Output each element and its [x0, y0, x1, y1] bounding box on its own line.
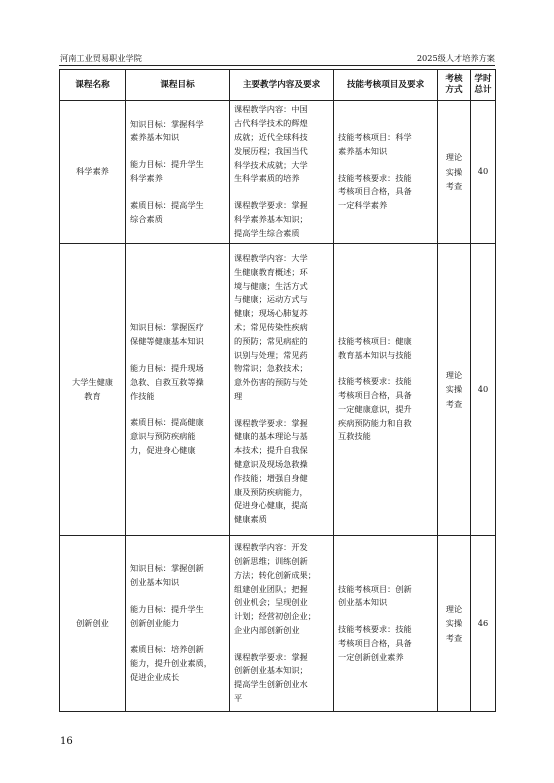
- teaching-text-line: 组建创业团队；把握: [234, 583, 308, 594]
- requirement-text-line: 一定科学素养: [338, 200, 388, 211]
- project-text-line: 教育基本知识与技能: [338, 349, 412, 360]
- knowledge-text-line: 创业基本知识: [130, 577, 180, 587]
- table-row-health-education: [60, 244, 496, 536]
- requirement-text-line: 提高学生综合素质: [234, 227, 300, 238]
- teaching-text-line: 创业机会；呈现创业: [234, 597, 308, 608]
- exam-text-line: 考查: [445, 398, 463, 409]
- quality-text-line: 促进企业成长: [130, 671, 180, 682]
- total-hours-cell: 40: [471, 101, 496, 244]
- knowledge-text-line: 知识目标：掌握科学: [130, 118, 204, 129]
- requirement-text-line: 健意识及现场急救操: [234, 459, 308, 470]
- course-table: [59, 69, 496, 712]
- header-rule: [59, 65, 495, 66]
- paragraph-gap: [130, 145, 225, 158]
- project-text-line: 创业基本知识: [338, 597, 388, 608]
- exam-text-line: 理论: [445, 603, 463, 614]
- teaching-text-line: 古代科学技术的辉煌: [234, 118, 308, 129]
- paragraph-gap: [234, 186, 329, 199]
- main-content-cell: [230, 244, 334, 536]
- quality-text-line: 素质目标：提高学生: [130, 199, 204, 210]
- requirement-text-line: 创新创业基本知识；: [234, 665, 308, 676]
- table-row-innovation-entrepreneurship: [60, 536, 496, 712]
- column-header-total-hours: [471, 70, 496, 101]
- requirement-text-line: 一定健康意识，提升: [338, 403, 412, 414]
- exam-text-line: 考查: [445, 181, 463, 192]
- requirement-text-line: 技能考核要求：技能: [338, 376, 412, 387]
- ability-text-line: 能力目标：提升学生: [130, 159, 204, 170]
- knowledge-text-line: 保健等健康基本知识: [130, 336, 204, 347]
- ability-text-line: 作技能: [130, 390, 155, 401]
- requirement-text-line: 技能考核要求：技能: [338, 172, 412, 183]
- teaching-text-line: 健康；现场心肺复苏: [234, 308, 308, 319]
- paragraph-gap: [234, 404, 329, 417]
- project-text-line: 技能考核项目：创新: [338, 583, 412, 594]
- requirement-text-line: 考核项目合格，具备: [338, 637, 412, 648]
- total-hours-cell: 40: [471, 244, 496, 536]
- teaching-text-line: 计划；经营初创企业；: [234, 611, 316, 622]
- main-content-cell: [230, 101, 334, 244]
- teaching-text-line: 术；常见传染性疾病: [234, 321, 308, 332]
- requirement-text-line: 健康素质: [234, 514, 267, 525]
- exam-text-line: 理论: [445, 369, 463, 380]
- quality-text-line: 力，促进身心健康: [130, 444, 196, 455]
- name-lines-text-line: 教育: [84, 390, 101, 401]
- requirement-text-line: 康及预防疾病能力，: [234, 486, 308, 497]
- requirement-text-line: 课程教学要求：掌握: [234, 417, 308, 428]
- exam-text-line: 实操: [445, 618, 463, 629]
- exam-method-cell: [438, 536, 471, 712]
- teaching-text-line: 识别与处理；常见药: [234, 349, 308, 360]
- column-header-exam-line: 方式: [445, 85, 463, 95]
- requirement-text-line: 疾病预防能力和自救: [338, 417, 412, 428]
- teaching-text-line: 意外伤害的预防与处: [234, 377, 308, 388]
- quality-text-line: 综合素质: [130, 213, 163, 224]
- paragraph-gap: [338, 362, 433, 375]
- requirement-text-line: 科学素养基本知识；: [234, 213, 308, 224]
- teaching-text-line: 物常识；急救技术；: [234, 363, 308, 374]
- teaching-text-line: 与健康；运动方式与: [234, 294, 308, 305]
- requirement-text-line: 促进身心健康，提高: [234, 500, 308, 511]
- teaching-text-line: 理: [234, 390, 243, 401]
- exam-method-cell: [438, 101, 471, 244]
- header-document-title: 2025级人才培养方案: [416, 53, 495, 63]
- requirement-text-line: 考核项目合格，具备: [338, 186, 412, 197]
- paragraph-gap: [130, 349, 225, 362]
- teaching-text-line: 科学技术成就；大学: [234, 159, 308, 170]
- course-goal-cell: [126, 244, 230, 536]
- teaching-text-line: 课程教学内容：大学: [234, 252, 308, 263]
- requirement-text-line: 本技术；提升自我保: [234, 445, 308, 456]
- column-header-hours-line: 总计: [474, 85, 492, 95]
- quality-text-line: 能力，提升创业素质，: [130, 658, 212, 669]
- requirement-text-line: 课程教学要求：掌握: [234, 651, 308, 662]
- requirement-text-line: 提高学生创新创业水: [234, 679, 308, 690]
- requirement-text-line: 技能考核要求：技能: [338, 624, 412, 635]
- column-header-course-name: 课程名称: [60, 70, 126, 101]
- requirement-text-line: 平: [234, 693, 243, 704]
- table-header-row: [60, 70, 496, 101]
- requirement-text-line: 考核项目合格，具备: [338, 390, 412, 401]
- teaching-text-line: 课程教学内容：中国: [234, 104, 308, 115]
- requirement-text-line: 作技能；增强自身健: [234, 472, 308, 483]
- column-header-hours-line: 学时: [474, 74, 492, 84]
- ability-text-line: 创新创业能力: [130, 617, 180, 628]
- name-lines-text-line: 大学生健康: [72, 376, 113, 387]
- teaching-text-line: 方法；转化创新成果；: [234, 569, 316, 580]
- requirement-text-line: 健康的基本理论与基: [234, 431, 308, 442]
- course-goal-cell: [126, 101, 230, 244]
- column-header-exam-line: 考核: [445, 74, 463, 84]
- project-text-line: 技能考核项目：科学: [338, 132, 412, 142]
- project-text-line: 技能考核项目：健康: [338, 335, 412, 346]
- exam-text-line: 实操: [445, 384, 463, 395]
- course-name-cell: [60, 244, 126, 536]
- exam-text-line: 考查: [445, 632, 463, 643]
- skill-assessment-cell: [334, 101, 438, 244]
- requirement-text-line: 课程教学要求：掌握: [234, 200, 308, 211]
- course-goal-cell: [126, 536, 230, 712]
- column-header-exam-method: [438, 70, 471, 101]
- teaching-text-line: 的预防；常见病症的: [234, 335, 308, 346]
- project-text-line: 素养基本知识: [338, 145, 388, 156]
- ability-text-line: 能力目标：提升学生: [130, 603, 204, 614]
- skill-assessment-cell: [334, 536, 438, 712]
- course-name-cell: 科学素养: [60, 101, 126, 244]
- paragraph-gap: [130, 630, 225, 643]
- knowledge-text-line: 知识目标：掌握创新: [130, 563, 204, 574]
- quality-text-line: 意识与预防疾病能: [130, 431, 196, 442]
- paragraph-gap: [130, 590, 225, 603]
- page-number: 16: [60, 736, 73, 747]
- requirement-text-line: 互救技能: [338, 431, 371, 442]
- teaching-text-line: 境与健康；生活方式: [234, 280, 308, 291]
- paragraph-gap: [338, 159, 433, 172]
- column-header-skill-assessment: 技能考核项目及要求: [334, 70, 438, 101]
- main-content-cell: [230, 536, 334, 712]
- exam-method-cell: [438, 244, 471, 536]
- ability-text-line: 科学素养: [130, 173, 163, 183]
- paragraph-gap: [338, 610, 433, 623]
- paragraph-gap: [130, 186, 225, 199]
- paragraph-gap: [130, 403, 225, 416]
- teaching-text-line: 成就；近代全球科技: [234, 132, 308, 142]
- table-row-science-literacy: [60, 101, 496, 244]
- total-hours-cell: 46: [471, 536, 496, 712]
- exam-text-line: 理论: [445, 152, 463, 163]
- knowledge-text-line: 素养基本知识: [130, 132, 180, 143]
- paragraph-gap: [234, 638, 329, 651]
- header-school-name: 河南工业贸易职业学院: [60, 53, 142, 63]
- ability-text-line: 能力目标：提升现场: [130, 362, 204, 373]
- column-header-course-goal: 课程目标: [126, 70, 230, 101]
- teaching-text-line: 生健康教育概述；环: [234, 266, 308, 277]
- quality-text-line: 素质目标：提高健康: [130, 417, 204, 428]
- ability-text-line: 急救、自救互救等操: [130, 376, 204, 387]
- teaching-text-line: 创新思维；训练创新: [234, 555, 308, 566]
- teaching-text-line: 发展历程；我国当代: [234, 145, 308, 156]
- exam-text-line: 实操: [445, 166, 463, 177]
- course-name-cell: 创新创业: [60, 536, 126, 712]
- teaching-text-line: 课程教学内容：开发: [234, 542, 308, 553]
- column-header-main-content: 主要教学内容及要求: [230, 70, 334, 101]
- teaching-text-line: 生科学素质的培养: [234, 173, 300, 184]
- teaching-text-line: 企业内部创新创业: [234, 624, 300, 635]
- quality-text-line: 素质目标：培养创新: [130, 644, 204, 655]
- knowledge-text-line: 知识目标：掌握医疗: [130, 322, 204, 333]
- requirement-text-line: 一定创新创业素养: [338, 651, 404, 662]
- skill-assessment-cell: [334, 244, 438, 536]
